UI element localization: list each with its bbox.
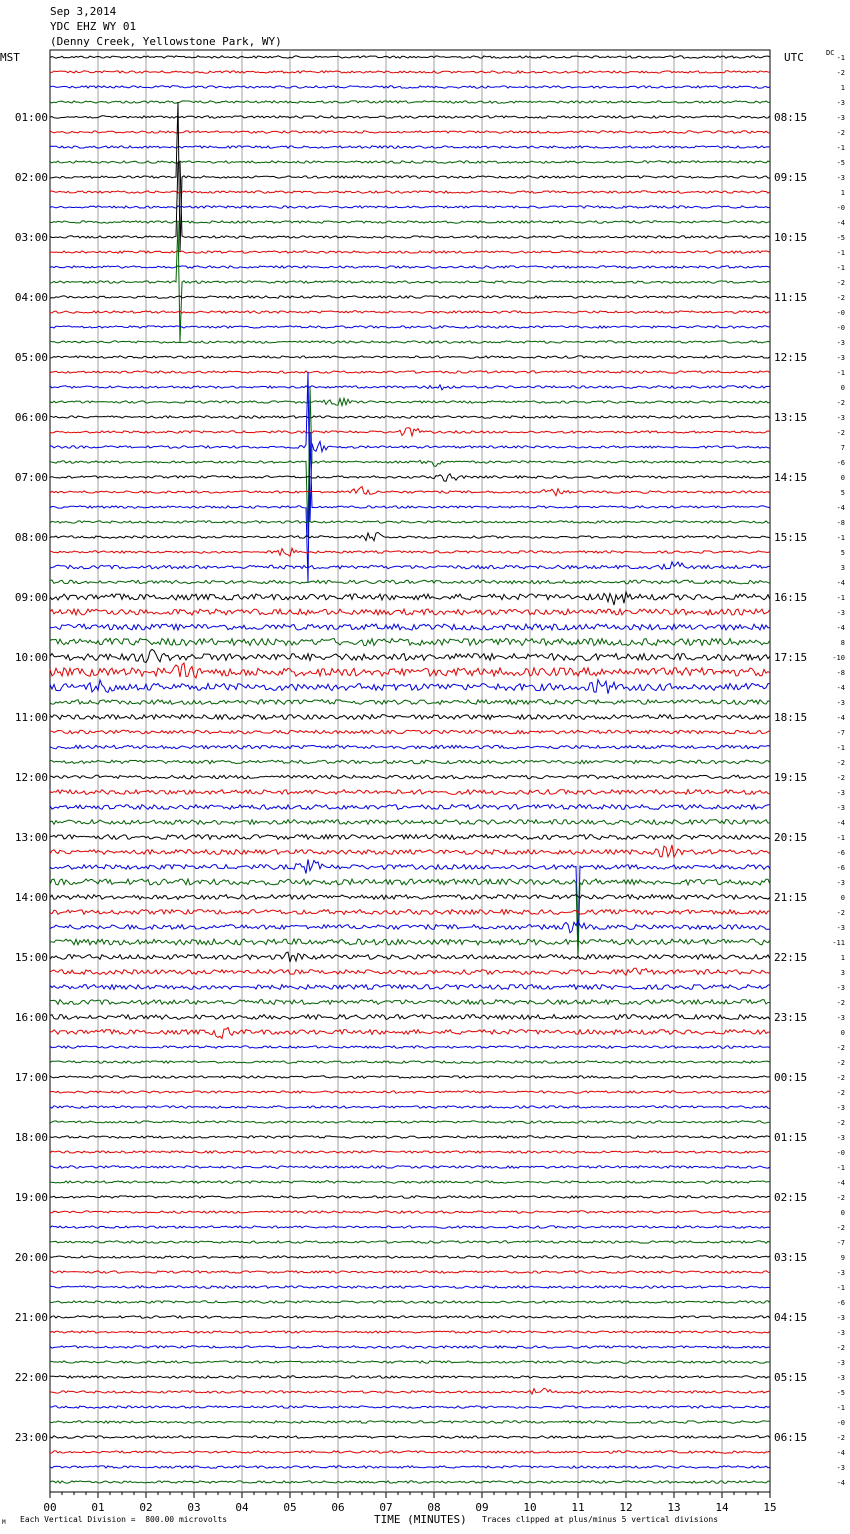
- dc-offset-label: -1: [836, 744, 845, 752]
- seismic-trace: [50, 326, 770, 328]
- right-hour-label: 18:15: [774, 711, 808, 724]
- dc-offset-label: 0: [840, 894, 845, 902]
- seismic-trace: [50, 474, 770, 482]
- seismic-trace: [50, 532, 770, 540]
- right-hour-label: 17:15: [774, 651, 808, 664]
- right-hour-label: 15:15: [774, 531, 808, 544]
- dc-offset-label: -1: [836, 534, 845, 542]
- dc-offset-label: -1: [836, 1284, 845, 1292]
- seismic-trace: [50, 745, 770, 749]
- right-hour-label: 01:15: [774, 1131, 808, 1144]
- seismic-trace: [50, 146, 770, 148]
- dc-offset-label: -10: [832, 654, 845, 662]
- left-hour-label: 23:00: [14, 1431, 48, 1444]
- dc-offset-label: -1: [836, 144, 845, 152]
- dc-offset-label: 1: [840, 954, 845, 962]
- seismic-trace: [50, 592, 770, 605]
- right-hour-label: 09:15: [774, 171, 808, 184]
- seismic-trace: [50, 206, 770, 208]
- dc-offset-label: -4: [836, 219, 845, 227]
- seismic-trace: [50, 161, 770, 163]
- dc-offset-label: 3: [840, 564, 845, 572]
- dc-offset-label: -6: [836, 864, 845, 872]
- seismic-trace: [50, 609, 770, 615]
- dc-offset-label: 3: [840, 969, 845, 977]
- dc-offset-label: -3: [836, 1269, 845, 1277]
- seismic-trace: [50, 1388, 770, 1394]
- left-hour-label: 04:00: [14, 291, 48, 304]
- seismic-trace: [50, 102, 770, 252]
- seismic-trace: [50, 1000, 770, 1005]
- dc-offset-label: -4: [836, 714, 845, 722]
- dc-offset-label: 9: [840, 1254, 845, 1262]
- x-tick-label: 11: [571, 1501, 585, 1514]
- seismic-trace: [50, 266, 770, 268]
- right-hour-label: 06:15: [774, 1431, 808, 1444]
- dc-offset-label: 1: [840, 84, 845, 92]
- seismic-trace: [50, 760, 770, 764]
- dc-offset-label: -4: [836, 819, 845, 827]
- dc-offset-label: -0: [836, 204, 845, 212]
- dc-offset-label: -3: [836, 174, 845, 182]
- seismic-trace: [50, 385, 770, 390]
- station-code: YDC EHZ WY 01: [50, 20, 137, 33]
- seismic-trace: [50, 428, 770, 436]
- seismic-trace: [50, 845, 770, 857]
- seismic-trace: [50, 86, 770, 88]
- seismic-trace: [50, 1166, 770, 1168]
- dc-offset-header: DC: [826, 49, 835, 57]
- seismic-trace: [50, 162, 770, 238]
- left-hour-label: 05:00: [14, 351, 48, 364]
- x-axis-title: TIME (MINUTES): [374, 1513, 467, 1526]
- dc-offset-label: -3: [836, 114, 845, 122]
- seismic-trace: [50, 775, 770, 779]
- clip-note: Traces clipped at plus/minus 5 vertical divisions: [482, 1515, 719, 1524]
- x-tick-label: 08: [427, 1501, 441, 1514]
- seismic-trace: [50, 1271, 770, 1273]
- seismic-trace: [50, 101, 770, 103]
- seismic-trace: [50, 1331, 770, 1333]
- dc-offset-label: -8: [836, 519, 845, 527]
- seismic-trace: [50, 521, 770, 523]
- dc-offset-label: 0: [840, 1029, 845, 1037]
- seismic-trace: [50, 921, 770, 933]
- seismic-trace: [50, 1151, 770, 1153]
- seismic-trace: [50, 1316, 770, 1318]
- seismic-trace: [50, 1481, 770, 1483]
- left-hour-label: 03:00: [14, 231, 48, 244]
- x-tick-label: 15: [763, 1501, 777, 1514]
- dc-offset-label: -3: [836, 879, 845, 887]
- seismic-trace: [50, 71, 770, 73]
- left-hour-label: 18:00: [14, 1131, 48, 1144]
- seismic-trace: [50, 296, 770, 298]
- dc-offset-label: -0: [836, 324, 845, 332]
- seismic-trace: [50, 116, 770, 118]
- right-hour-label: 16:15: [774, 591, 808, 604]
- dc-offset-label: -3: [836, 1359, 845, 1367]
- dc-offset-label: -1: [836, 1404, 845, 1412]
- dc-offset-label: -2: [836, 1224, 845, 1232]
- seismic-trace: [50, 487, 770, 496]
- seismic-trace: [50, 562, 770, 569]
- seismic-trace: [50, 895, 770, 900]
- dc-offset-label: -3: [836, 984, 845, 992]
- dc-offset-label: -3: [836, 354, 845, 362]
- left-hour-label: 16:00: [14, 1011, 48, 1024]
- left-hour-label: 02:00: [14, 171, 48, 184]
- dc-offset-label: -4: [836, 1479, 845, 1487]
- seismic-trace: [50, 356, 770, 358]
- seismic-trace: [50, 1136, 770, 1138]
- dc-offset-label: -1: [836, 264, 845, 272]
- left-hour-label: 12:00: [14, 771, 48, 784]
- dc-offset-label: -3: [836, 1314, 845, 1322]
- dc-offset-label: -11: [832, 939, 845, 947]
- right-hour-label: 08:15: [774, 111, 808, 124]
- dc-offset-label: -4: [836, 1179, 845, 1187]
- dc-offset-label: -3: [836, 1464, 845, 1472]
- dc-offset-label: -4: [836, 504, 845, 512]
- seismic-trace: [50, 1376, 770, 1378]
- dc-offset-label: -2: [836, 1434, 845, 1442]
- seismic-trace: [50, 251, 770, 253]
- dc-offset-label: 7: [840, 444, 845, 452]
- dc-offset-label: -3: [836, 699, 845, 707]
- dc-offset-label: 5: [840, 549, 845, 557]
- left-hour-label: 10:00: [14, 651, 48, 664]
- seismic-trace: [50, 1015, 770, 1020]
- dc-offset-label: 1: [840, 189, 845, 197]
- seismic-trace: [50, 1286, 770, 1288]
- left-hour-label: 19:00: [14, 1191, 48, 1204]
- x-tick-label: 14: [715, 1501, 729, 1514]
- dc-offset-label: -1: [836, 249, 845, 257]
- dc-offset-label: -2: [836, 294, 845, 302]
- dc-offset-label: -1: [836, 594, 845, 602]
- dc-offset-label: -7: [836, 1239, 845, 1247]
- right-hour-label: 21:15: [774, 891, 808, 904]
- seismic-trace: [50, 1226, 770, 1228]
- dc-offset-label: -1: [836, 54, 845, 62]
- dc-offset-label: -3: [836, 99, 845, 107]
- dc-offset-label: -3: [836, 789, 845, 797]
- left-hour-label: 07:00: [14, 471, 48, 484]
- dc-offset-label: -0: [836, 1149, 845, 1157]
- seismic-trace: [50, 835, 770, 840]
- seismic-trace: [50, 548, 770, 556]
- dc-offset-label: -1: [836, 369, 845, 377]
- seismic-trace: [50, 1361, 770, 1363]
- dc-offset-label: -0: [836, 309, 845, 317]
- right-hour-label: 20:15: [774, 831, 808, 844]
- right-hour-label: 04:15: [774, 1311, 808, 1324]
- dc-offset-label: -5: [836, 1389, 845, 1397]
- dc-offset-label: -8: [836, 669, 845, 677]
- dc-offset-label: -3: [836, 1374, 845, 1382]
- seismic-trace: [50, 790, 770, 795]
- dc-offset-label: -3: [836, 414, 845, 422]
- right-hour-label: 00:15: [774, 1071, 808, 1084]
- dc-offset-label: 0: [840, 1209, 845, 1217]
- dc-offset-label: -2: [836, 1194, 845, 1202]
- left-hour-label: 17:00: [14, 1071, 48, 1084]
- dc-offset-label: -1: [836, 1164, 845, 1172]
- right-hour-label: 22:15: [774, 951, 808, 964]
- seismic-trace: [50, 341, 770, 343]
- dc-offset-label: -2: [836, 429, 845, 437]
- chart-date: Sep 3,2014: [50, 5, 117, 18]
- dc-offset-label: -2: [836, 909, 845, 917]
- x-tick-label: 01: [91, 1501, 105, 1514]
- dc-offset-label: -2: [836, 1344, 845, 1352]
- x-tick-label: 05: [283, 1501, 297, 1514]
- dc-offset-label: 0: [840, 384, 845, 392]
- dc-offset-label: -3: [836, 1014, 845, 1022]
- dc-offset-label: -5: [836, 234, 845, 242]
- dc-offset-label: -4: [836, 624, 845, 632]
- x-tick-label: 12: [619, 1501, 633, 1514]
- dc-offset-label: -0: [836, 1419, 845, 1427]
- seismic-trace: [50, 985, 770, 990]
- dc-offset-label: -2: [836, 999, 845, 1007]
- right-hour-label: 05:15: [774, 1371, 808, 1384]
- dc-offset-label: -3: [836, 1329, 845, 1337]
- right-hour-label: 03:15: [774, 1251, 808, 1264]
- dc-offset-label: -3: [836, 1134, 845, 1142]
- x-tick-label: 07: [379, 1501, 393, 1514]
- seismic-trace: [50, 939, 770, 945]
- seismic-trace: [50, 311, 770, 313]
- left-hour-label: 21:00: [14, 1311, 48, 1324]
- dc-offset-label: -6: [836, 459, 845, 467]
- seismic-trace: [50, 1451, 770, 1453]
- seismic-trace: [50, 1181, 770, 1183]
- seismic-trace: [50, 910, 770, 915]
- seismic-trace: [50, 1241, 770, 1243]
- right-hour-label: 13:15: [774, 411, 808, 424]
- dc-offset-label: -6: [836, 849, 845, 857]
- seismic-trace: [50, 624, 770, 630]
- seismic-trace: [50, 191, 770, 193]
- seismic-trace: [50, 1028, 770, 1039]
- seismic-trace: [50, 432, 770, 582]
- seismic-trace: [50, 1346, 770, 1348]
- seismic-trace: [50, 680, 770, 694]
- seismic-trace: [50, 131, 770, 133]
- x-tick-label: 02: [139, 1501, 153, 1514]
- dc-offset-label: -2: [836, 69, 845, 77]
- x-tick-label: 10: [523, 1501, 537, 1514]
- left-hour-label: 08:00: [14, 531, 48, 544]
- x-tick-label: 03: [187, 1501, 201, 1514]
- seismic-trace: [50, 416, 770, 418]
- seismic-trace: [50, 1046, 770, 1048]
- station-location: (Denny Creek, Yellowstone Park, WY): [50, 35, 282, 48]
- dc-offset-label: -2: [836, 399, 845, 407]
- dc-offset-label: -2: [836, 1044, 845, 1052]
- seismic-trace: [50, 730, 770, 734]
- x-tick-label: 04: [235, 1501, 249, 1514]
- dc-offset-label: -4: [836, 579, 845, 587]
- right-hour-label: 19:15: [774, 771, 808, 784]
- seismic-trace: [50, 820, 770, 825]
- seismic-trace: [50, 387, 770, 537]
- dc-offset-label: -2: [836, 129, 845, 137]
- seismic-trace: [50, 1436, 770, 1438]
- dc-offset-label: -3: [836, 609, 845, 617]
- seismic-trace: [50, 1421, 770, 1423]
- x-tick-label: 06: [331, 1501, 345, 1514]
- dc-offset-label: -2: [836, 1089, 845, 1097]
- seismic-trace: [50, 1121, 770, 1123]
- seismic-trace: [50, 398, 770, 405]
- seismic-trace: [50, 1196, 770, 1198]
- dc-offset-label: -2: [836, 774, 845, 782]
- seismic-trace: [50, 1301, 770, 1303]
- seismic-trace: [50, 1106, 770, 1108]
- dc-offset-label: -4: [836, 684, 845, 692]
- seismic-trace: [50, 222, 770, 342]
- seismic-trace: [50, 968, 770, 975]
- seismic-trace: [50, 805, 770, 810]
- seismic-trace: [50, 1256, 770, 1258]
- seismic-trace: [50, 1211, 770, 1213]
- right-hour-label: 11:15: [774, 291, 808, 304]
- dc-offset-label: -2: [836, 279, 845, 287]
- seismic-trace: [50, 56, 770, 58]
- dc-offset-label: -2: [836, 1074, 845, 1082]
- seismic-trace: [50, 1406, 770, 1408]
- right-hour-label: 12:15: [774, 351, 808, 364]
- x-tick-label: 13: [667, 1501, 681, 1514]
- left-hour-label: 22:00: [14, 1371, 48, 1384]
- dc-offset-label: 0: [840, 474, 845, 482]
- right-timezone-label: UTC: [784, 51, 804, 64]
- dc-offset-label: -3: [836, 924, 845, 932]
- right-hour-label: 10:15: [774, 231, 808, 244]
- seismic-trace: [50, 638, 770, 645]
- left-hour-label: 09:00: [14, 591, 48, 604]
- dc-offset-label: -1: [836, 834, 845, 842]
- dc-offset-label: -7: [836, 729, 845, 737]
- dc-offset-label: -2: [836, 1119, 845, 1127]
- x-tick-label: 09: [475, 1501, 489, 1514]
- seismic-trace: [50, 1061, 770, 1063]
- seismic-trace: [50, 879, 770, 957]
- left-hour-label: 15:00: [14, 951, 48, 964]
- left-hour-label: 06:00: [14, 411, 48, 424]
- seismic-trace: [50, 859, 770, 942]
- left-hour-label: 20:00: [14, 1251, 48, 1264]
- dc-offset-label: -3: [836, 339, 845, 347]
- vertical-division-note: Each Vertical Division = 800.00 microvolts: [20, 1515, 228, 1524]
- seismic-trace: [50, 221, 770, 223]
- right-hour-label: 23:15: [774, 1011, 808, 1024]
- dc-offset-label: -2: [836, 1059, 845, 1067]
- dc-offset-label: -2: [836, 759, 845, 767]
- seismic-trace: [50, 649, 770, 662]
- left-timezone-label: MST: [0, 51, 20, 64]
- corner-mark: M: [2, 1519, 6, 1526]
- dc-offset-label: -4: [836, 1449, 845, 1457]
- left-hour-label: 01:00: [14, 111, 48, 124]
- seismic-trace: [50, 371, 770, 373]
- left-hour-label: 11:00: [14, 711, 48, 724]
- seismic-trace: [50, 1466, 770, 1468]
- seismic-trace: [50, 372, 770, 522]
- seismic-trace: [50, 715, 770, 720]
- seismic-trace: [50, 1091, 770, 1093]
- dc-offset-label: -3: [836, 1104, 845, 1112]
- dc-offset-label: 5: [840, 489, 845, 497]
- x-tick-label: 00: [43, 1501, 57, 1514]
- dc-offset-label: 8: [840, 639, 845, 647]
- seismic-trace: [50, 580, 770, 584]
- seismic-trace: [50, 952, 770, 962]
- right-hour-label: 14:15: [774, 471, 808, 484]
- seismic-trace: [50, 1076, 770, 1078]
- dc-offset-label: -5: [836, 159, 845, 167]
- left-hour-label: 14:00: [14, 891, 48, 904]
- left-hour-label: 13:00: [14, 831, 48, 844]
- seismic-trace: [50, 663, 770, 678]
- dc-offset-label: -3: [836, 804, 845, 812]
- right-hour-label: 02:15: [774, 1191, 808, 1204]
- dc-offset-label: -6: [836, 1299, 845, 1307]
- seismic-trace: [50, 700, 770, 705]
